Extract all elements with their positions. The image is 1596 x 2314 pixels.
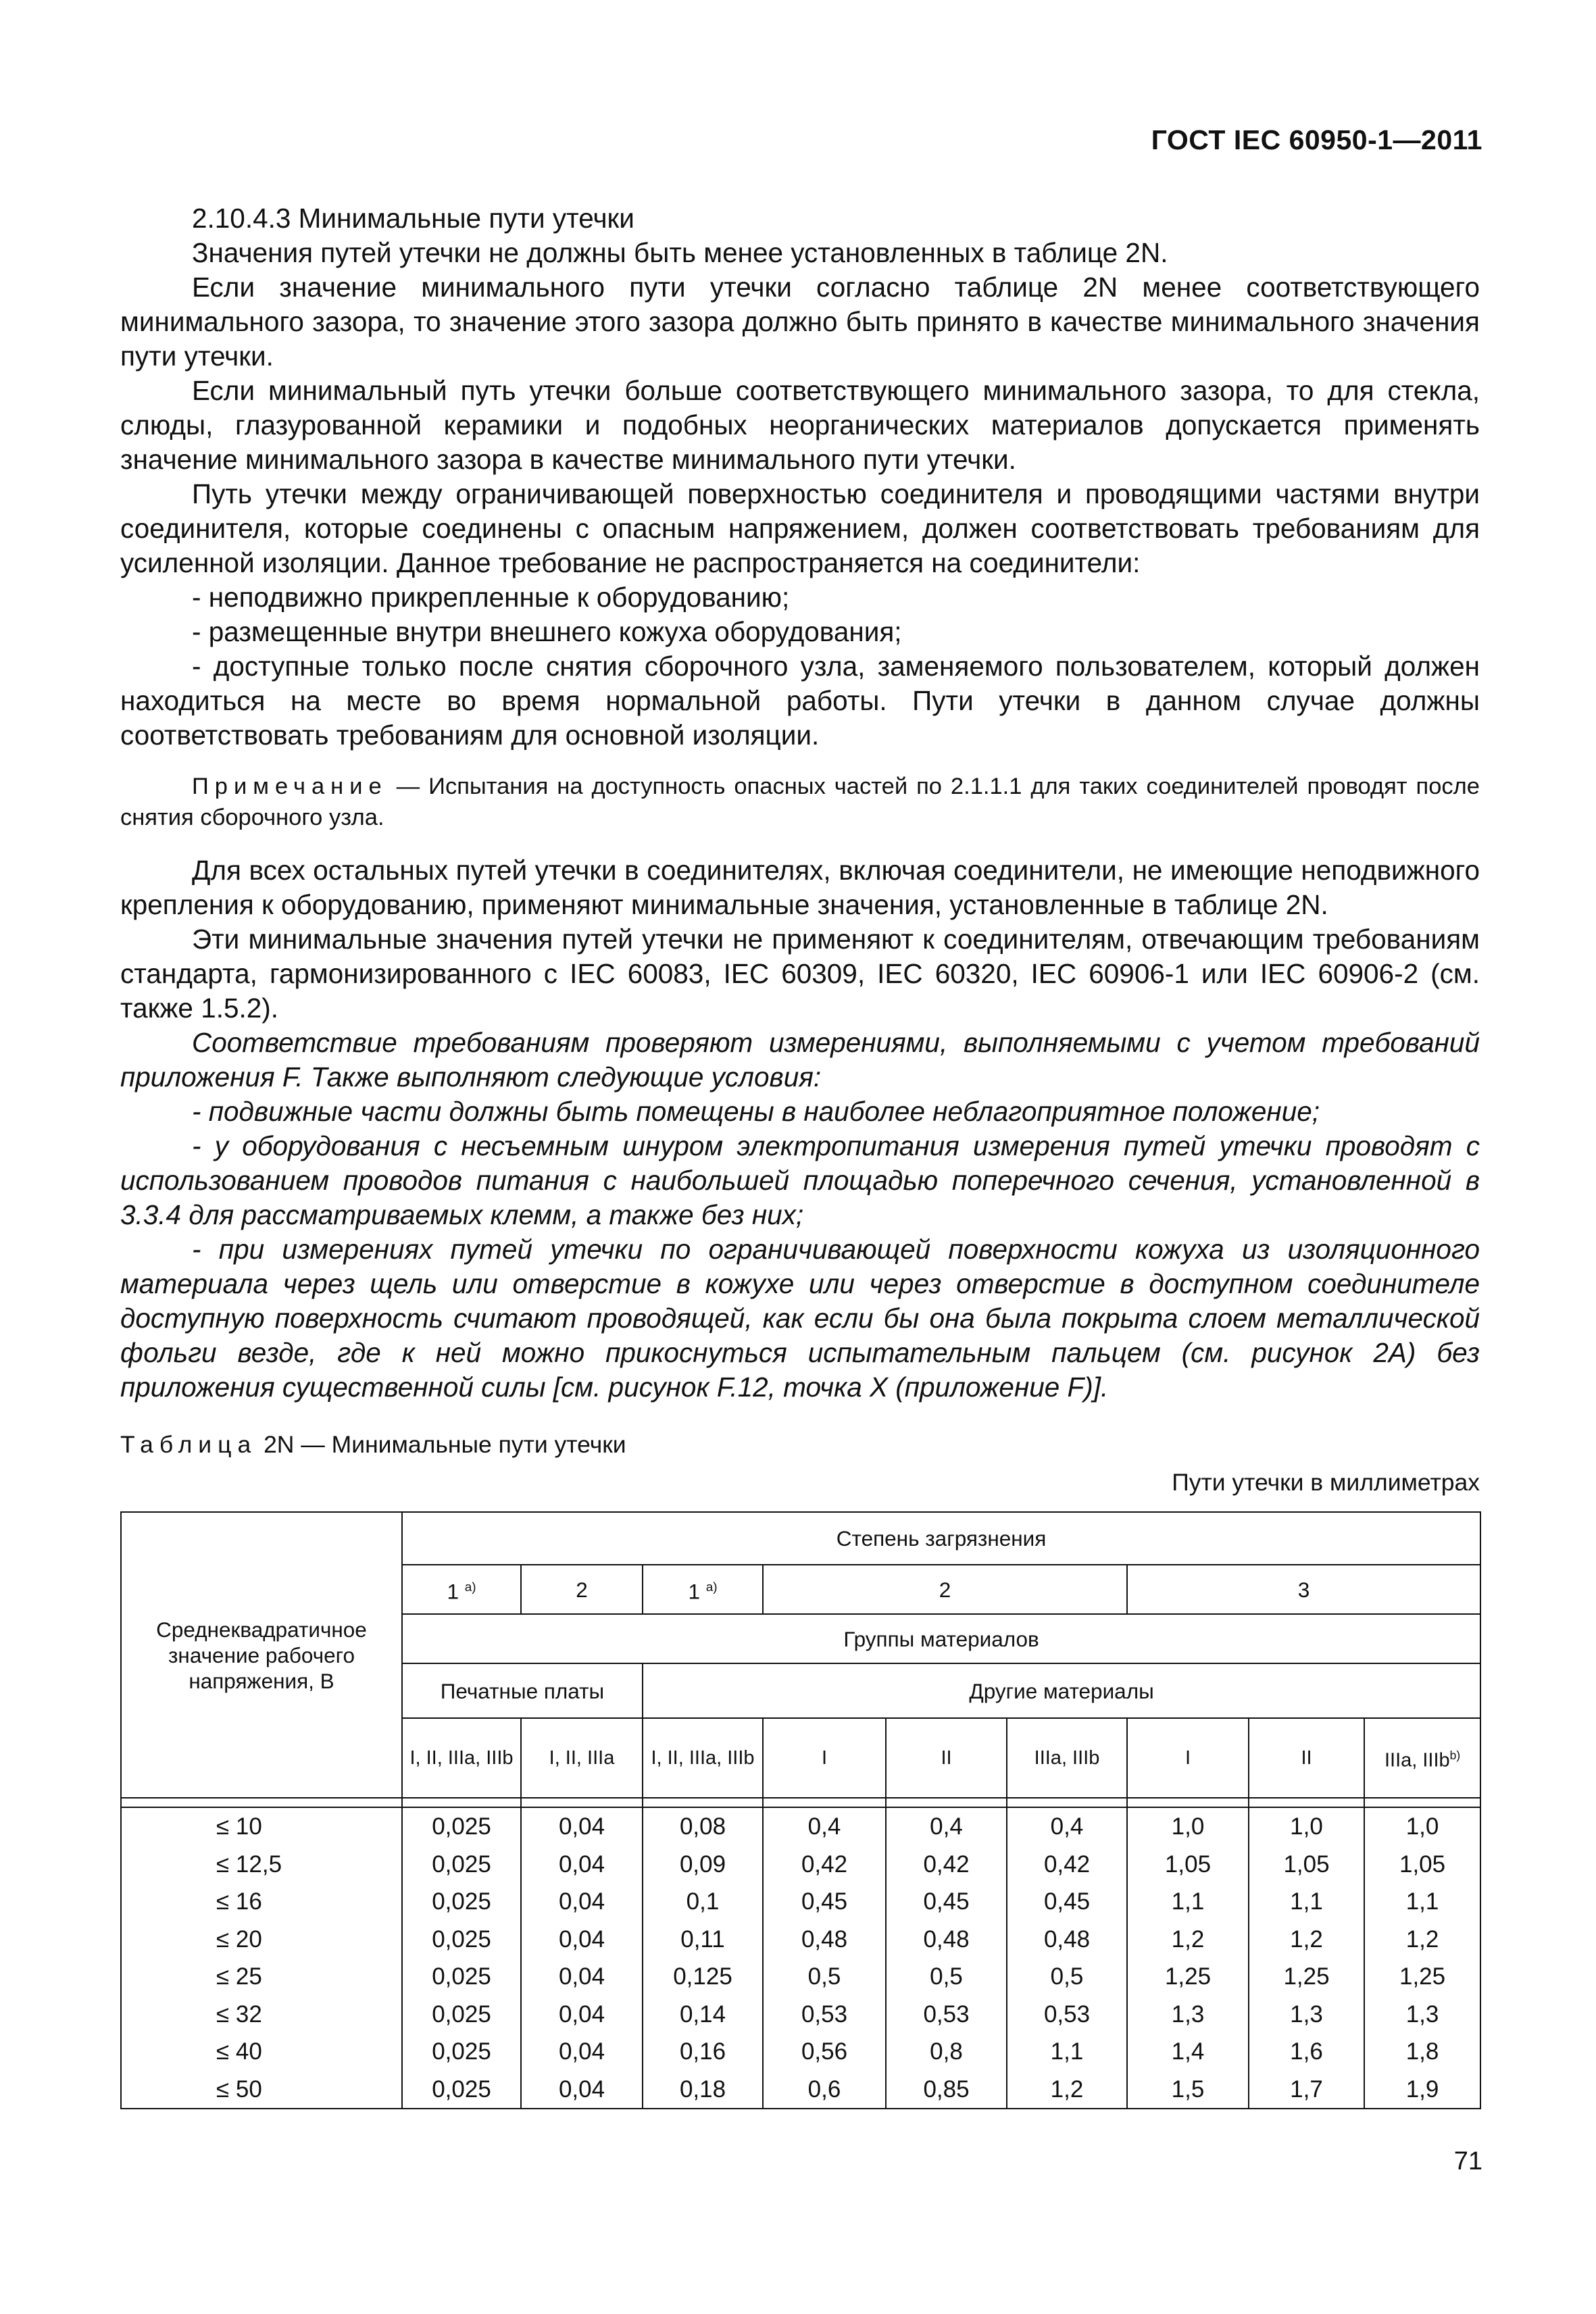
voltage-cell: ≤ 10 [121,1807,402,1846]
creepage-value-cell: 0,025 [402,1921,521,1959]
pollution-degree-header: Степень загрязнения [402,1512,1480,1565]
creepage-value-cell: 1,05 [1364,1846,1480,1884]
table-row [121,1807,1480,1846]
creepage-value-cell: 0,11 [643,1921,763,1959]
creepage-value-cell: 1,25 [1249,1958,1364,1996]
list-item: - доступные только после снятия сборочного узла, заменяемого пользователем, который должен находиться на месте во время нормальной работы. Пути утечки в данном случае должны соответствовать требованиям для основной изоляции. [120,651,1480,751]
creepage-value-cell: 1,05 [1249,1846,1364,1884]
creepage-table [120,1511,1481,2109]
voltage-cell: ≤ 20 [121,1921,402,1959]
table-body [121,1807,1480,2109]
list-item: - неподвижно прикрепленные к оборудованию; [192,582,790,613]
degree-cell: 2 [521,1565,643,1614]
list-item: - размещенные внутри внешнего кожуха оборудования; [192,616,902,647]
creepage-value-cell: 1,2 [1007,2071,1127,2109]
paragraph: Значения путей утечки не должны быть менее установленных в таблице 2N. [192,237,1168,268]
creepage-value-cell: 0,53 [763,1996,886,2034]
creepage-value-cell: 1,9 [1364,2071,1480,2109]
group-cell: I, II, IIIa, IIIb [402,1718,521,1798]
italic-list-item: - подвижные части должны быть помещены в наиболее неблагоприятное положение; [192,1096,1320,1127]
voltage-cell: ≤ 32 [121,1996,402,2034]
creepage-value-cell: 0,04 [521,1807,643,1846]
group-cell: I [1127,1718,1249,1798]
creepage-value-cell: 1,3 [1249,1996,1364,2034]
creepage-value-cell: 0,4 [1007,1807,1127,1846]
creepage-value-cell: 0,04 [521,1846,643,1884]
creepage-value-cell: 1,3 [1127,1996,1249,2034]
creepage-value-cell: 1,1 [1364,1883,1480,1921]
document-id-header: ГОСТ IEC 60950-1—2011 [1151,124,1482,155]
creepage-value-cell: 1,7 [1249,2071,1364,2109]
paragraph: Если минимальный путь утечки больше соответствующего минимального зазора, то для стекла, слюды, глазурованной керамики и подобных неорганических материалов допускается применять значение минимального зазора в качестве минимального пути утечки. [120,375,1480,475]
creepage-value-cell: 0,5 [886,1958,1007,1996]
creepage-value-cell: 0,14 [643,1996,763,2034]
creepage-value-cell: 0,04 [521,2033,643,2071]
paragraph: Если значение минимального пути утечки согласно таблице 2N менее соответствующего минимального зазора, то значение этого зазора должно быть принято в качестве минимального значения пути утечки. [120,272,1480,372]
table-units: Пути утечки в миллиметрах [1172,1469,1480,1496]
paragraph: Для всех остальных путей утечки в соединителях, включая соединители, не имеющие неподвижного крепления к оборудованию, применяют минимальные значения, установленные в таблице 2N. [120,855,1480,920]
note [120,771,1480,833]
voltage-cell: ≤ 50 [121,2071,402,2109]
voltage-cell: ≤ 16 [121,1883,402,1921]
degree-cell: 3 [1127,1565,1480,1614]
creepage-value-cell: 0,42 [1007,1846,1127,1884]
italic-paragraph: Соответствие требованиям проверяют измерениями, выполняемыми с учетом требований приложения F. Также выполняют следующие условия: [120,1027,1480,1092]
creepage-value-cell: 0,04 [521,1921,643,1959]
creepage-value-cell: 0,125 [643,1958,763,1996]
pcb-header: Печатные платы [402,1663,643,1718]
paragraph: Путь утечки между ограничивающей поверхностью соединителя и проводящими частями внутри соединителя, которые соединены с опасным напряжением, должен соответствовать требованиям для усиленной изоляции. Данное требование не распространяется на соединители: [120,478,1480,578]
creepage-value-cell: 0,025 [402,1807,521,1846]
creepage-value-cell: 1,2 [1127,1921,1249,1959]
creepage-value-cell: 0,48 [763,1921,886,1959]
group-cell: II [886,1718,1007,1798]
table-row [121,2071,1480,2109]
creepage-value-cell: 1,2 [1364,1921,1480,1959]
voltage-cell: ≤ 12,5 [121,1846,402,1884]
creepage-value-cell: 0,08 [643,1807,763,1846]
creepage-value-cell: 0,56 [763,2033,886,2071]
creepage-value-cell: 0,45 [886,1883,1007,1921]
creepage-value-cell: 0,53 [1007,1996,1127,2034]
table-row [121,1846,1480,1884]
creepage-value-cell: 0,45 [763,1883,886,1921]
creepage-value-cell: 0,4 [763,1807,886,1846]
voltage-header: Среднеквадратичное значение рабочего напряжения, В [121,1512,402,1798]
creepage-value-cell: 0,85 [886,2071,1007,2109]
creepage-value-cell: 0,04 [521,1958,643,1996]
note-label: Примечание [192,774,388,799]
document-body [120,201,1480,2109]
creepage-value-cell: 1,5 [1127,2071,1249,2109]
creepage-value-cell: 0,025 [402,1996,521,2034]
creepage-value-cell: 0,45 [1007,1883,1127,1921]
creepage-value-cell: 1,1 [1127,1883,1249,1921]
creepage-value-cell: 0,1 [643,1883,763,1921]
creepage-value-cell: 0,48 [1007,1921,1127,1959]
group-cell: I, II, IIIa [521,1718,643,1798]
group-cell: IIIa, IIIb [1007,1718,1127,1798]
creepage-value-cell: 1,8 [1364,2033,1480,2071]
material-groups-header: Группы материалов [402,1614,1480,1663]
creepage-value-cell: 0,5 [763,1958,886,1996]
creepage-value-cell: 1,0 [1127,1807,1249,1846]
creepage-value-cell: 1,4 [1127,2033,1249,2071]
group-cell: IIIa, IIIb$^{b)}$ [1364,1718,1480,1798]
italic-list-item: - у оборудования с несъемным шнуром электропитания измерения путей утечки проводят с использованием проводов питания с наибольшей площадью поперечного сечения, установленной в 3.3.4 для рассматриваемых клемм, а также без них; [120,1130,1480,1230]
table-row [121,1883,1480,1921]
group-cell: I, II, IIIa, IIIb [643,1718,763,1798]
voltage-cell: ≤ 25 [121,1958,402,1996]
creepage-value-cell: 0,04 [521,1883,643,1921]
table-caption-text: 2N — Минимальные пути утечки [257,1431,626,1458]
creepage-value-cell: 1,25 [1127,1958,1249,1996]
table-row [121,1996,1480,2034]
creepage-value-cell: 0,04 [521,2071,643,2109]
italic-list-item: - при измерениях путей утечки по ограничивающей поверхности кожуха из изоляционного материала через щель или отверстие в кожухе или через отверстие в доступном соединителе доступную поверхность считают проводящей, как если бы она была покрыта слоем металлической фольги везде, где к ней можно прикоснуться испытательным пальцем (см. рисунок 2А) без приложения существенной силы [см. рисунок F.12, точка Х (приложение F)]. [120,1234,1480,1403]
degree-cell: 2 [763,1565,1127,1614]
creepage-value-cell: 1,0 [1249,1807,1364,1846]
other-materials-header: Другие материалы [643,1663,1480,1718]
paragraph: Эти минимальные значения путей утечки не применяют к соединителям, отвечающим требованиям стандарта, гармонизированного с IEC 60083, IEC 60309, IEC 60320, IEC 60906-1 или IEC 60906-2 (см. также 1.5.2). [120,924,1480,1024]
creepage-value-cell: 0,4 [886,1807,1007,1846]
table-row [121,2033,1480,2071]
creepage-value-cell: 1,05 [1127,1846,1249,1884]
creepage-value-cell: 1,3 [1364,1996,1480,2034]
creepage-value-cell: 0,48 [886,1921,1007,1959]
voltage-cell: ≤ 40 [121,2033,402,2071]
creepage-value-cell: 0,5 [1007,1958,1127,1996]
creepage-value-cell: 1,1 [1007,2033,1127,2071]
creepage-value-cell: 0,025 [402,1883,521,1921]
creepage-value-cell: 0,8 [886,2033,1007,2071]
note-text: — Испытания на доступность опасных частей по 2.1.1.1 для таких соединителей проводят после снятия сборочного узла. [120,774,1480,830]
creepage-value-cell: 1,25 [1364,1958,1480,1996]
creepage-value-cell: 0,16 [643,2033,763,2071]
creepage-value-cell: 0,6 [763,2071,886,2109]
section-heading: 2.10.4.3 Минимальные пути утечки [192,203,634,234]
table-caption-label: Таблица [120,1431,257,1458]
creepage-value-cell: 1,0 [1364,1807,1480,1846]
group-cell: II [1249,1718,1364,1798]
creepage-value-cell: 0,025 [402,2071,521,2109]
creepage-value-cell: 0,04 [521,1996,643,2034]
table-caption [120,1429,1480,1460]
creepage-value-cell: 0,09 [643,1846,763,1884]
creepage-value-cell: 0,025 [402,2033,521,2071]
table-row [121,1921,1480,1959]
creepage-value-cell: 1,1 [1249,1883,1364,1921]
creepage-value-cell: 0,42 [763,1846,886,1884]
creepage-value-cell: 0,53 [886,1996,1007,2034]
creepage-value-cell: 1,2 [1249,1921,1364,1959]
degree-cell: 1 $^{a)}$ [402,1565,521,1614]
group-cell: I [763,1718,886,1798]
page-number: 71 [1453,2147,1482,2175]
degree-cell: 1 $^{a)}$ [643,1565,763,1614]
creepage-value-cell: 0,025 [402,1846,521,1884]
table-row [121,1958,1480,1996]
creepage-value-cell: 0,18 [643,2071,763,2109]
creepage-value-cell: 1,6 [1249,2033,1364,2071]
creepage-value-cell: 0,025 [402,1958,521,1996]
header-separator [121,1798,1480,1807]
creepage-value-cell: 0,42 [886,1846,1007,1884]
